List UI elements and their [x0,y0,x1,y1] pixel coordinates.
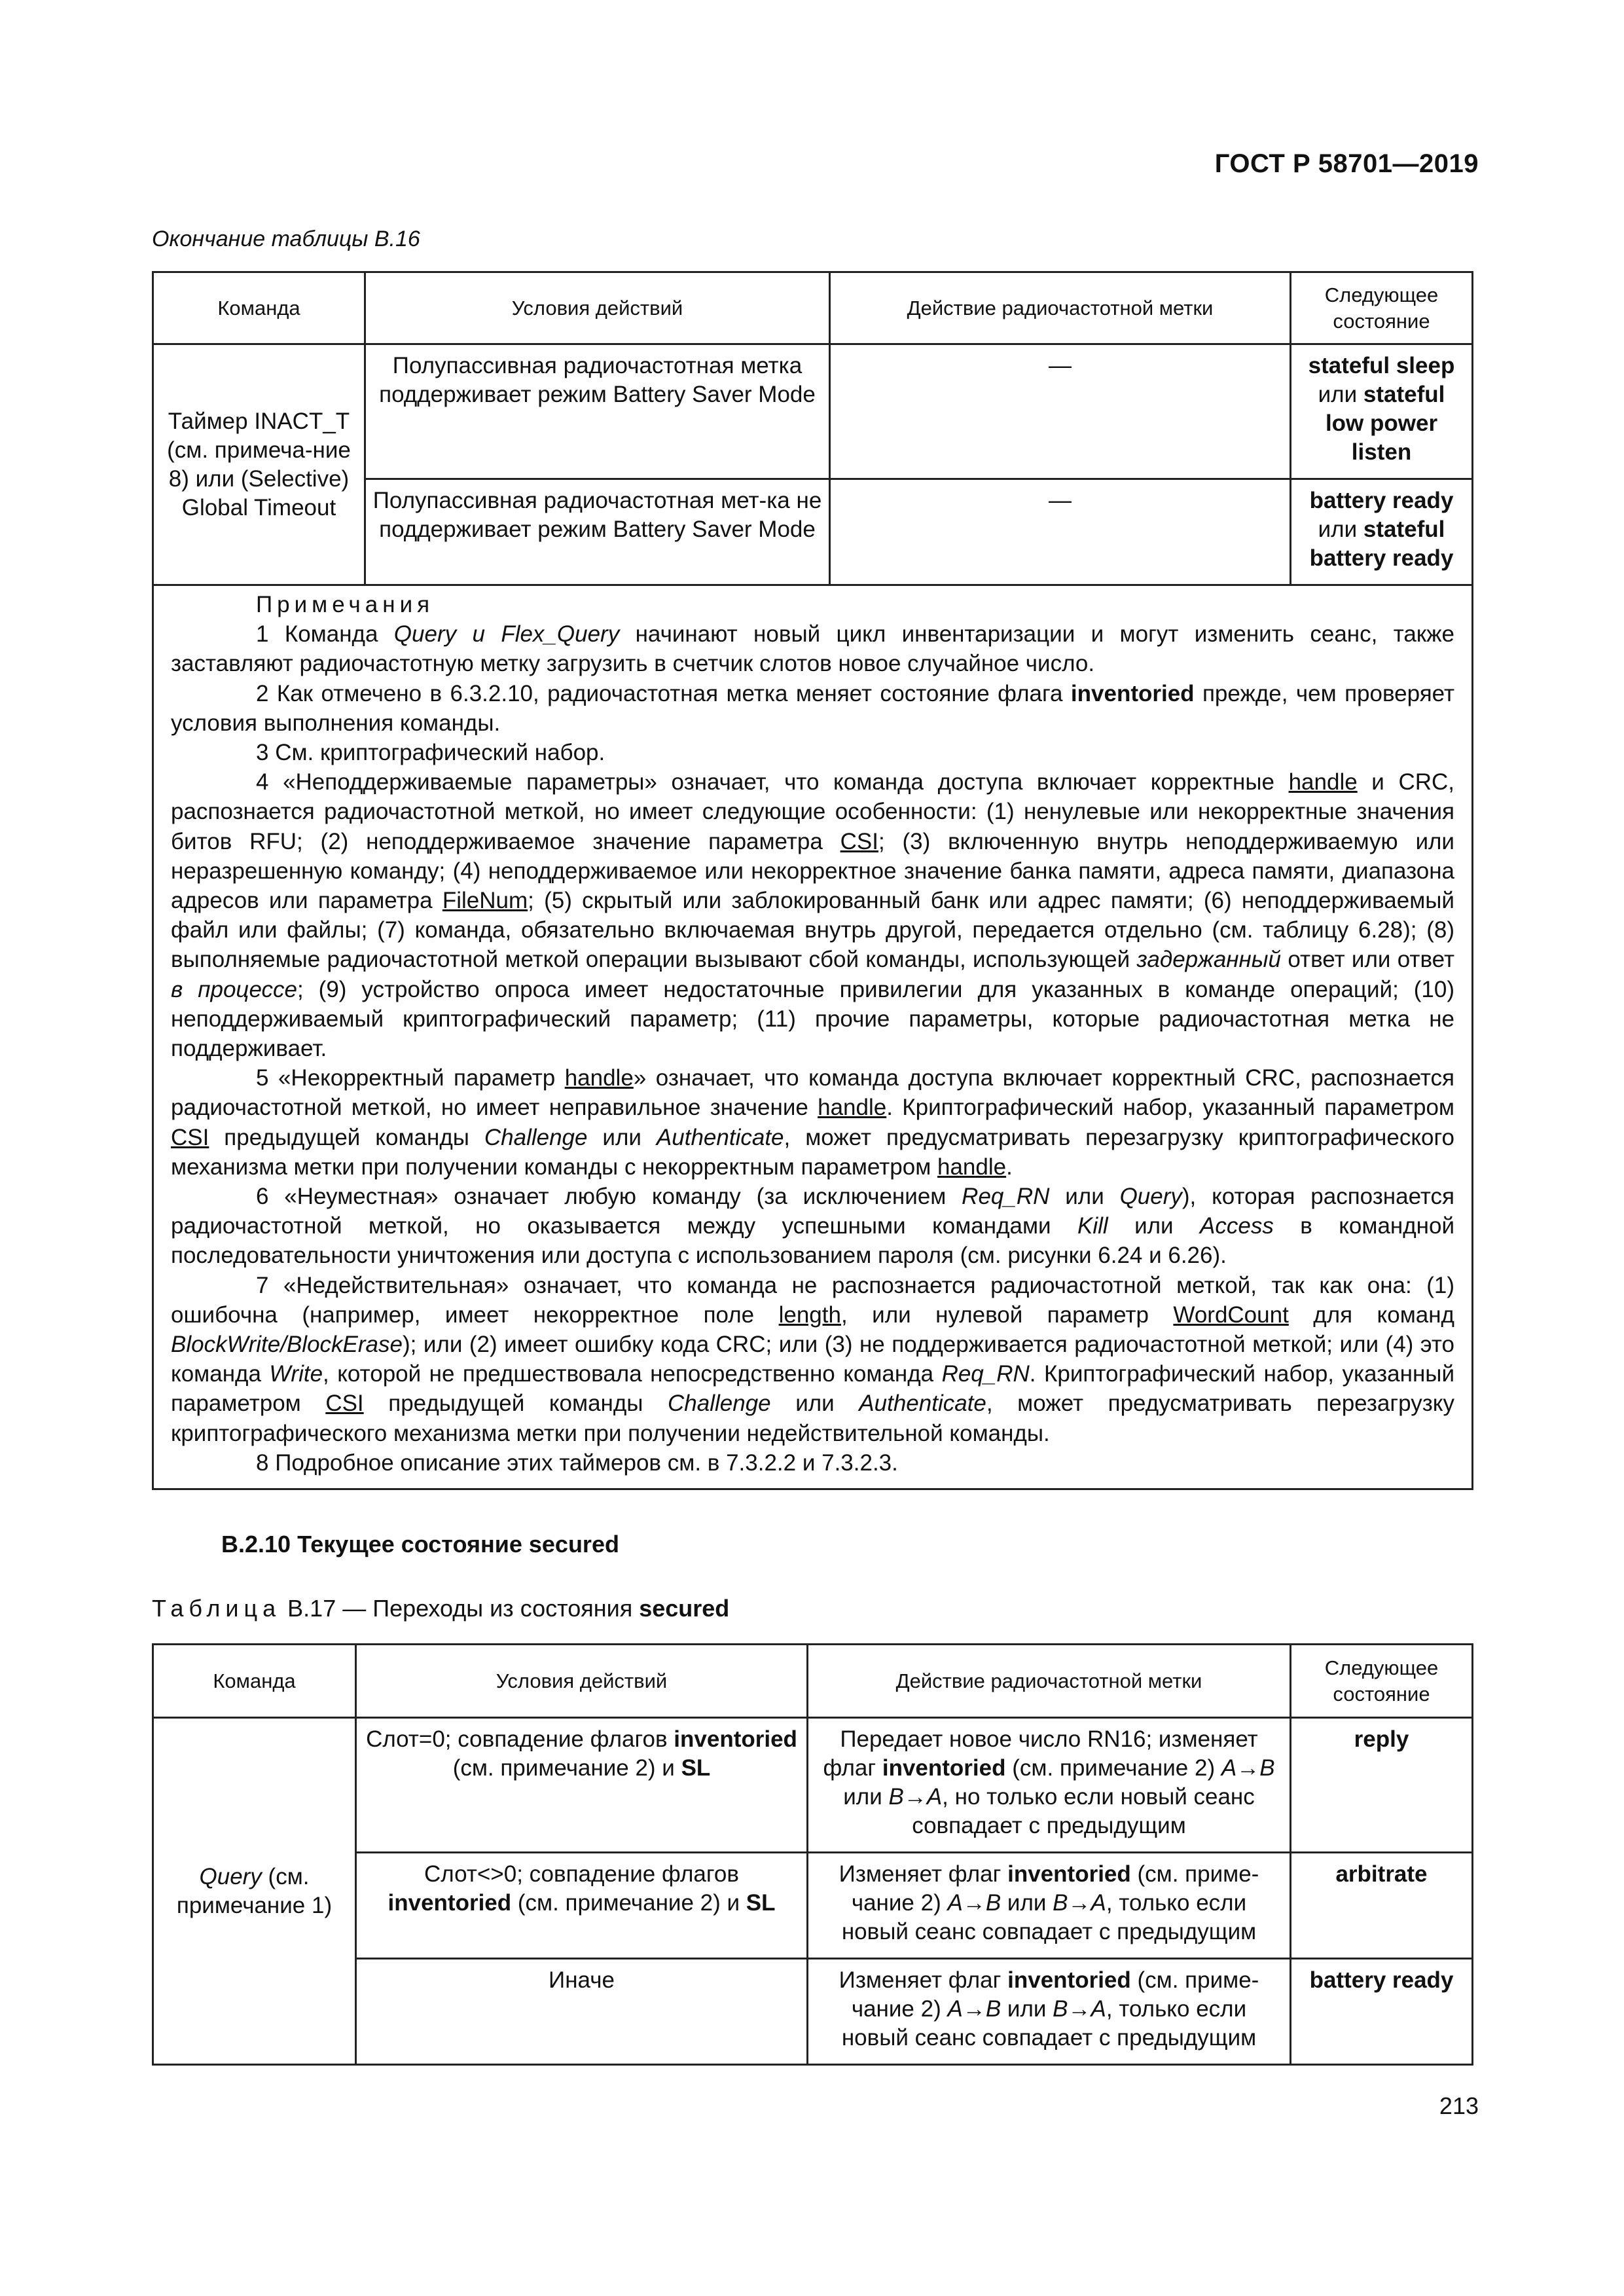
action-cell: — [830,479,1291,585]
column-header: Условия действий [365,272,830,344]
next-state-cell: battery ready [1291,1959,1473,2065]
table-caption: Таблица В.17 — Переходы из состояния secured [152,1595,730,1622]
note-3: 3 См. криптографический набор. [256,740,605,766]
note-2: 2 Как отмечено в 6.3.2.10, радиочастотная метка меняет состояние флага inventoried прежде, чем проверяет условия выполнения команды. [171,680,1454,736]
column-header: Действие радиочастотной метки [830,272,1291,344]
state-name: stateful battery ready [1309,517,1454,571]
condition-cell: Полупассивная радиочастотная метка поддерживает режим Battery Saver Mode [365,344,830,479]
table-caption-continuation: Окончание таблицы В.16 [152,227,420,251]
table-b16 [152,271,1473,1490]
state-name: stateful low power listen [1325,382,1445,465]
column-header: Команда [153,272,365,344]
command-cell: Query (см. примечание 1) [153,1718,356,2065]
next-state-cell [1291,344,1473,479]
note-8: 8 Подробное описание этих таймеров см. в 7.3.2.2 и 7.3.2.3. [256,1449,898,1476]
column-header: Следующее состояние [1291,1645,1473,1718]
table-b17 [152,1643,1473,2066]
state-name: stateful sleep [1308,353,1455,378]
next-state-cell: arbitrate [1291,1853,1473,1959]
action-cell: Передает новое число RN16; изменяет флаг inventoried (см. примечание 2) A→B или B→A, но только если новый сеанс совпадает с предыдущим [808,1718,1291,1853]
note-7: 7 «Недействительная» означает, что команда не распознается радиочастотной меткой, так как она: (1) ошибочна (например, имеет некорректное поле length, или нулевой параметр WordCount для команд BlockWrite/BlockErase); или (2) имеет ошибку кода CRC; или (3) не поддерживается радиочастотной меткой; или (4) это команда Write, которой не предшествовала непосредственно команда Req_RN. Криптографический набор, указанный параметром CSI предыдущей команды Challenge или Authenticate, может предусматривать перезагрузку криптографического механизма метки при получении недействительной команды. [171,1272,1454,1446]
table-header-row [153,272,1473,344]
next-state-cell: reply [1291,1718,1473,1853]
column-header: Условия действий [356,1645,808,1718]
notes-cell [153,585,1473,1489]
conjunction: или [1318,517,1358,542]
condition-cell: Иначе [356,1959,808,2065]
note-5: 5 «Некорректный параметр handle» означает, что команда доступа включает корректный CRC, распознается радиочастотной меткой, но имеет неправильное значение handle. Криптографический набор, указанный параметром CSI предыдущей команды Challenge или Authenticate, может предусматривать перезагрузку криптографического механизма метки при получении команды с некорректным параметром handle. [171,1065,1454,1180]
action-cell: Изменяет флаг inventoried (см. приме-чание 2) A→B или B→A, только если новый сеанс совпадает с предыдущим [808,1853,1291,1959]
column-header: Следующее состояние [1291,272,1473,344]
conjunction: или [1318,382,1358,407]
notes-heading: Примечания [256,592,435,617]
table-row [153,1718,1473,1853]
note-6: 6 «Неуместная» означает любую команду (за исключением Req_RN или Query), которая распознается радиочастотной меткой, но оказывается между успешными командами Kill или Access в командной последовательности уничтожения или доступа с использованием пароля (см. рисунки 6.24 и 6.26). [171,1184,1455,1269]
condition-cell: Полупассивная радиочастотная мет-ка не поддерживает режим Battery Saver Mode [365,479,830,585]
action-cell: — [830,344,1291,479]
section-title: В.2.10 Текущее состояние secured [221,1531,619,1558]
note-4: 4 «Неподдерживаемые параметры» означает, что команда доступа включает корректные handle и CRC, распознается радиочастотной меткой, но имеет следующие особенности: (1) ненулевые или некорректные значения битов RFU; (2) неподдерживаемое значение параметра CSI; (3) включенную внутрь неподдерживаемую или неразрешенную команду; (4) неподдерживаемое или некорректное значение банка памяти, адреса памяти, диапазона адресов или параметра FileNum; (5) скрытый или заблокированный банк или адрес памяти; (6) неподдерживаемый файл или файлы; (7) команда, обязательно включаемая внутрь другой, передается отдельно (см. таблицу 6.28); (8) выполняемые радиочастотной меткой операции вызывают сбой команды, использующей задержанный ответ или ответ в процессе; (9) устройство опроса имеет недостаточные привилегии для указанных в команде операций; (10) неподдерживаемый криптографический параметр; (11) прочие параметры, которые радиочастотная метка не поддерживает. [171,769,1455,1062]
command-cell: Таймер INACT_T (см. примеча-ние 8) или (Selective) Global Timeout [153,344,365,585]
page-number: 213 [1439,2092,1479,2119]
column-header: Команда [153,1645,356,1718]
condition-cell: Слот=0; совпадение флагов inventoried (см. примечание 2) и SL [356,1718,808,1853]
notes-row [153,585,1473,1489]
action-cell: Изменяет флаг inventoried (см. приме-чание 2) A→B или B→A, только если новый сеанс совпадает с предыдущим [808,1959,1291,2065]
next-state-cell [1291,479,1473,585]
table-row [153,344,1473,479]
table-header-row [153,1645,1473,1718]
column-header: Действие радиочастотной метки [808,1645,1291,1718]
condition-cell: Слот<>0; совпадение флагов inventoried (см. примечание 2) и SL [356,1853,808,1959]
state-name: battery ready [1309,488,1454,513]
document-header: ГОСТ Р 58701—2019 [1214,149,1479,178]
note-1: 1 Команда Query и Flex_Query начинают новый цикл инвентаризации и могут изменить сеанс, также заставляют радиочастотную метку загрузить в счетчик слотов новое случайное число. [171,621,1455,677]
